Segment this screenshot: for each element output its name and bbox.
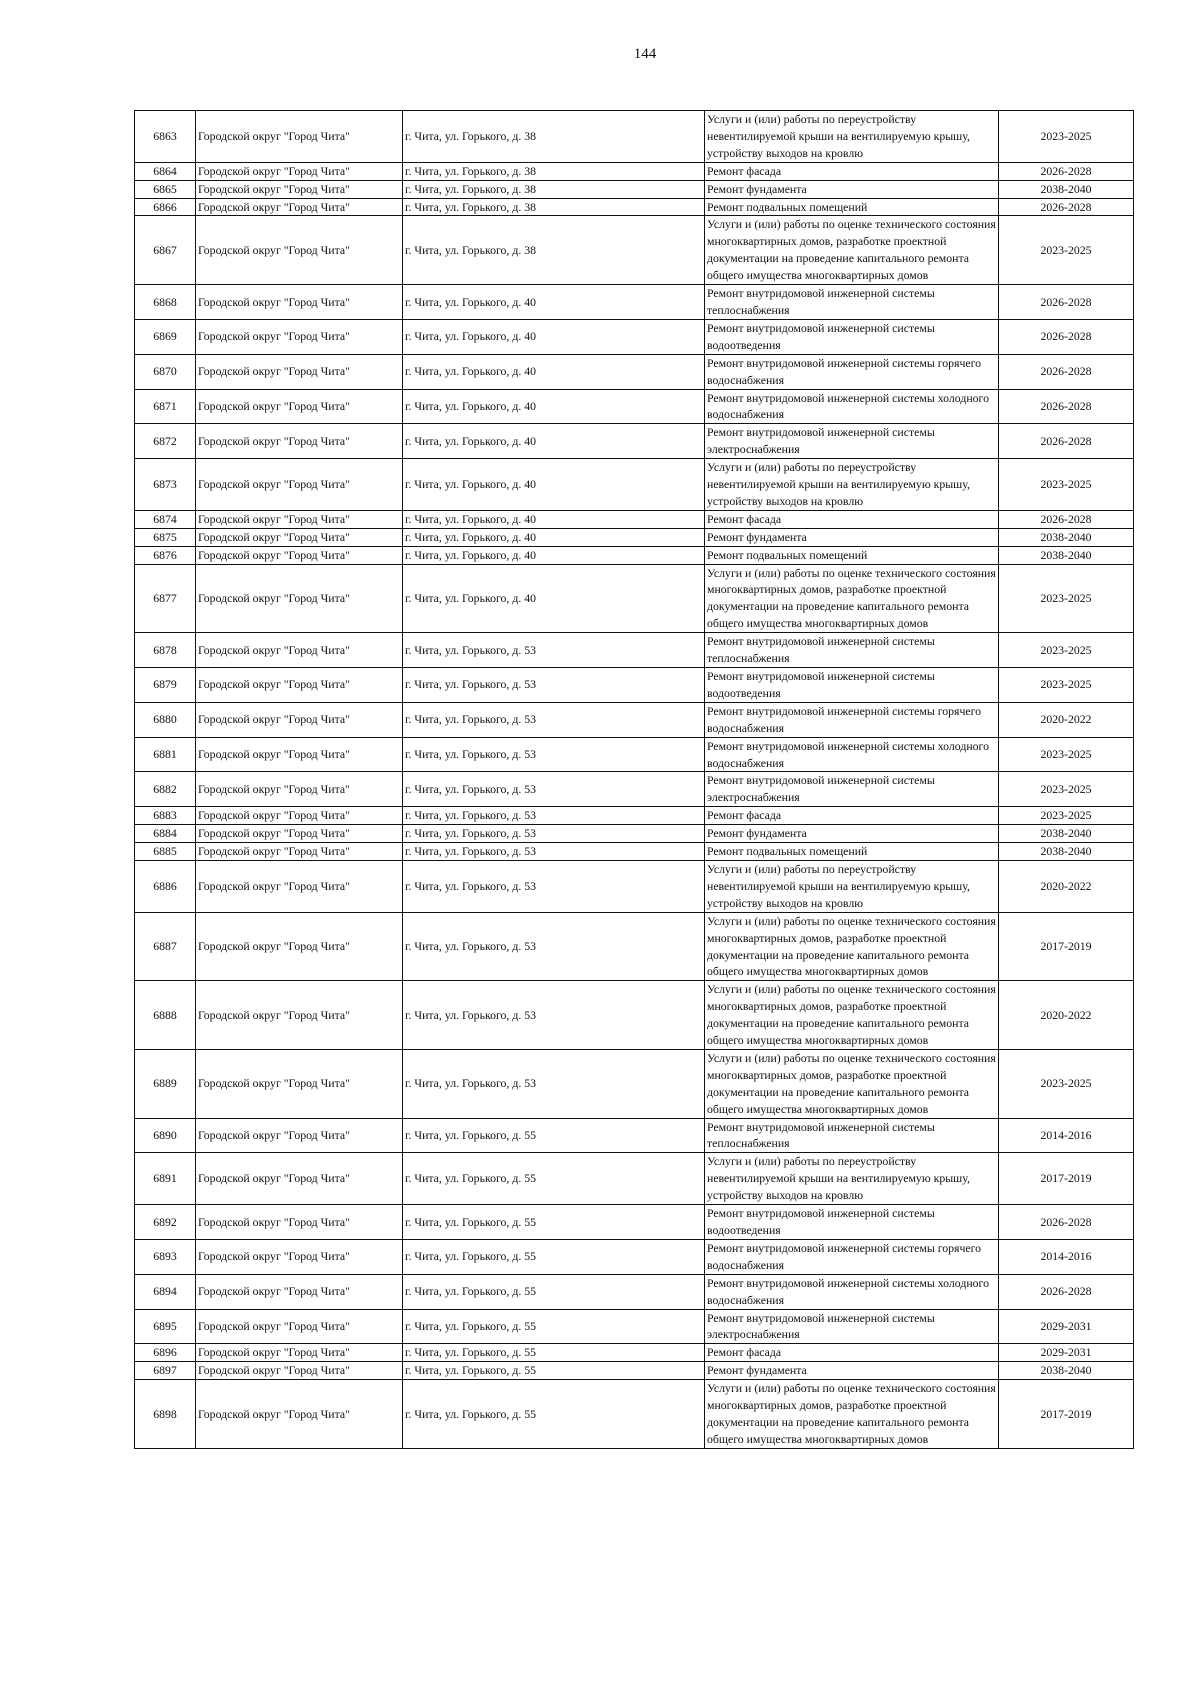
municipality-cell: Городской округ "Город Чита" <box>196 198 403 216</box>
row-number: 6873 <box>135 459 196 511</box>
table-row <box>135 1362 1134 1380</box>
work-type-cell: Ремонт подвальных помещений <box>705 546 999 564</box>
row-number: 6880 <box>135 702 196 737</box>
address-cell: г. Чита, ул. Горького, д. 40 <box>403 354 705 389</box>
row-number: 6898 <box>135 1380 196 1449</box>
address-cell: г. Чита, ул. Горького, д. 53 <box>403 702 705 737</box>
period-cell: 2026-2028 <box>999 354 1134 389</box>
period-cell: 2014-2016 <box>999 1239 1134 1274</box>
table-row <box>135 389 1134 424</box>
municipality-cell: Городской округ "Город Чита" <box>196 912 403 981</box>
address-cell: г. Чита, ул. Горького, д. 55 <box>403 1118 705 1153</box>
table-row <box>135 459 1134 511</box>
address-cell: г. Чита, ул. Горького, д. 53 <box>403 912 705 981</box>
table-row <box>135 807 1134 825</box>
municipality-cell: Городской округ "Город Чита" <box>196 1380 403 1449</box>
address-cell: г. Чита, ул. Горького, д. 53 <box>403 843 705 861</box>
table-row <box>135 319 1134 354</box>
work-type-cell: Ремонт внутридомовой инженерной системы электроснабжения <box>705 1309 999 1344</box>
period-cell: 2038-2040 <box>999 546 1134 564</box>
address-cell: г. Чита, ул. Горького, д. 38 <box>403 180 705 198</box>
address-cell: г. Чита, ул. Горького, д. 53 <box>403 860 705 912</box>
row-number: 6864 <box>135 162 196 180</box>
row-number: 6877 <box>135 564 196 633</box>
period-cell: 2026-2028 <box>999 510 1134 528</box>
address-cell: г. Чита, ул. Горького, д. 53 <box>403 1049 705 1118</box>
row-number: 6871 <box>135 389 196 424</box>
work-type-cell: Ремонт подвальных помещений <box>705 198 999 216</box>
work-type-cell: Ремонт внутридомовой инженерной системы горячего водоснабжения <box>705 1239 999 1274</box>
period-cell: 2020-2022 <box>999 702 1134 737</box>
work-type-cell: Ремонт фасада <box>705 1344 999 1362</box>
work-type-cell: Ремонт внутридомовой инженерной системы водоотведения <box>705 668 999 703</box>
work-type-cell: Услуги и (или) работы по переустройству невентилируемой крыши на вентилируемую крышу, устройству выходов на кровлю <box>705 860 999 912</box>
municipality-cell: Городской округ "Город Чита" <box>196 564 403 633</box>
municipality-cell: Городской округ "Город Чита" <box>196 772 403 807</box>
table-row <box>135 981 1134 1050</box>
address-cell: г. Чита, ул. Горького, д. 53 <box>403 668 705 703</box>
work-type-cell: Ремонт внутридомовой инженерной системы холодного водоснабжения <box>705 389 999 424</box>
period-cell: 2017-2019 <box>999 1153 1134 1205</box>
period-cell: 2026-2028 <box>999 319 1134 354</box>
municipality-cell: Городской округ "Город Чита" <box>196 546 403 564</box>
municipality-cell: Городской округ "Город Чита" <box>196 285 403 320</box>
municipality-cell: Городской округ "Город Чита" <box>196 981 403 1050</box>
row-number: 6872 <box>135 424 196 459</box>
municipality-cell: Городской округ "Город Чита" <box>196 459 403 511</box>
address-cell: г. Чита, ул. Горького, д. 38 <box>403 111 705 163</box>
period-cell: 2023-2025 <box>999 111 1134 163</box>
address-cell: г. Чита, ул. Горького, д. 40 <box>403 564 705 633</box>
work-type-cell: Ремонт фундамента <box>705 180 999 198</box>
address-cell: г. Чита, ул. Горького, д. 55 <box>403 1309 705 1344</box>
row-number: 6882 <box>135 772 196 807</box>
municipality-cell: Городской округ "Город Чита" <box>196 825 403 843</box>
address-cell: г. Чита, ул. Горького, д. 55 <box>403 1153 705 1205</box>
table-row <box>135 772 1134 807</box>
municipality-cell: Городской округ "Город Чита" <box>196 1344 403 1362</box>
period-cell: 2020-2022 <box>999 981 1134 1050</box>
address-cell: г. Чита, ул. Горького, д. 38 <box>403 216 705 285</box>
period-cell: 2038-2040 <box>999 528 1134 546</box>
period-cell: 2014-2016 <box>999 1118 1134 1153</box>
row-number: 6883 <box>135 807 196 825</box>
address-cell: г. Чита, ул. Горького, д. 55 <box>403 1274 705 1309</box>
work-type-cell: Услуги и (или) работы по оценке технического состояния многоквартирных домов, разработке проектной документации на проведение капитального ремонта общего имущества многоквартирных домов <box>705 564 999 633</box>
table-row <box>135 180 1134 198</box>
address-cell: г. Чита, ул. Горького, д. 40 <box>403 510 705 528</box>
work-type-cell: Ремонт фасада <box>705 510 999 528</box>
work-type-cell: Услуги и (или) работы по оценке технического состояния многоквартирных домов, разработке проектной документации на проведение капитального ремонта общего имущества многоквартирных домов <box>705 981 999 1050</box>
municipality-cell: Городской округ "Город Чита" <box>196 319 403 354</box>
table-row <box>135 860 1134 912</box>
work-type-cell: Ремонт внутридомовой инженерной системы электроснабжения <box>705 772 999 807</box>
municipality-cell: Городской округ "Город Чита" <box>196 1153 403 1205</box>
period-cell: 2026-2028 <box>999 162 1134 180</box>
table-row <box>135 564 1134 633</box>
row-number: 6895 <box>135 1309 196 1344</box>
municipality-cell: Городской округ "Город Чита" <box>196 354 403 389</box>
work-type-cell: Ремонт внутридомовой инженерной системы горячего водоснабжения <box>705 702 999 737</box>
municipality-cell: Городской округ "Город Чита" <box>196 1239 403 1274</box>
row-number: 6876 <box>135 546 196 564</box>
table-row <box>135 702 1134 737</box>
period-cell: 2029-2031 <box>999 1309 1134 1344</box>
municipality-cell: Городской округ "Город Чита" <box>196 1309 403 1344</box>
municipality-cell: Городской округ "Город Чита" <box>196 737 403 772</box>
table-row <box>135 216 1134 285</box>
period-cell: 2023-2025 <box>999 633 1134 668</box>
municipality-cell: Городской округ "Город Чита" <box>196 111 403 163</box>
address-cell: г. Чита, ул. Горького, д. 55 <box>403 1205 705 1240</box>
row-number: 6869 <box>135 319 196 354</box>
municipality-cell: Городской округ "Город Чита" <box>196 162 403 180</box>
period-cell: 2038-2040 <box>999 825 1134 843</box>
table-row <box>135 1274 1134 1309</box>
table-row <box>135 111 1134 163</box>
work-type-cell: Услуги и (или) работы по переустройству невентилируемой крыши на вентилируемую крышу, устройству выходов на кровлю <box>705 1153 999 1205</box>
row-number: 6886 <box>135 860 196 912</box>
address-cell: г. Чита, ул. Горького, д. 38 <box>403 198 705 216</box>
table-row <box>135 1380 1134 1449</box>
row-number: 6870 <box>135 354 196 389</box>
work-type-cell: Ремонт внутридомовой инженерной системы водоотведения <box>705 1205 999 1240</box>
address-cell: г. Чита, ул. Горького, д. 40 <box>403 459 705 511</box>
address-cell: г. Чита, ул. Горького, д. 40 <box>403 285 705 320</box>
work-type-cell: Ремонт фундамента <box>705 1362 999 1380</box>
table-row <box>135 1309 1134 1344</box>
municipality-cell: Городской округ "Город Чита" <box>196 807 403 825</box>
period-cell: 2023-2025 <box>999 668 1134 703</box>
municipality-cell: Городской округ "Город Чита" <box>196 860 403 912</box>
work-type-cell: Услуги и (или) работы по оценке технического состояния многоквартирных домов, разработке проектной документации на проведение капитального ремонта общего имущества многоквартирных домов <box>705 1380 999 1449</box>
period-cell: 2020-2022 <box>999 860 1134 912</box>
table-row <box>135 633 1134 668</box>
address-cell: г. Чита, ул. Горького, д. 55 <box>403 1362 705 1380</box>
address-cell: г. Чита, ул. Горького, д. 55 <box>403 1344 705 1362</box>
work-type-cell: Ремонт фундамента <box>705 825 999 843</box>
table-row <box>135 510 1134 528</box>
address-cell: г. Чита, ул. Горького, д. 53 <box>403 825 705 843</box>
period-cell: 2023-2025 <box>999 564 1134 633</box>
work-type-cell: Услуги и (или) работы по переустройству невентилируемой крыши на вентилируемую крышу, устройству выходов на кровлю <box>705 111 999 163</box>
address-cell: г. Чита, ул. Горького, д. 40 <box>403 528 705 546</box>
row-number: 6897 <box>135 1362 196 1380</box>
work-type-cell: Услуги и (или) работы по переустройству невентилируемой крыши на вентилируемую крышу, устройству выходов на кровлю <box>705 459 999 511</box>
table-row <box>135 668 1134 703</box>
row-number: 6865 <box>135 180 196 198</box>
table-row <box>135 1153 1134 1205</box>
page-number: 144 <box>633 46 657 62</box>
period-cell: 2026-2028 <box>999 1205 1134 1240</box>
table-row <box>135 1344 1134 1362</box>
municipality-cell: Городской округ "Город Чита" <box>196 389 403 424</box>
row-number: 6892 <box>135 1205 196 1240</box>
table-row <box>135 737 1134 772</box>
work-type-cell: Услуги и (или) работы по оценке технического состояния многоквартирных домов, разработке проектной документации на проведение капитального ремонта общего имущества многоквартирных домов <box>705 1049 999 1118</box>
period-cell: 2038-2040 <box>999 180 1134 198</box>
row-number: 6890 <box>135 1118 196 1153</box>
work-type-cell: Ремонт внутридомовой инженерной системы горячего водоснабжения <box>705 354 999 389</box>
address-cell: г. Чита, ул. Горького, д. 53 <box>403 633 705 668</box>
work-type-cell: Ремонт внутридомовой инженерной системы холодного водоснабжения <box>705 737 999 772</box>
row-number: 6867 <box>135 216 196 285</box>
period-cell: 2038-2040 <box>999 1362 1134 1380</box>
row-number: 6866 <box>135 198 196 216</box>
row-number: 6894 <box>135 1274 196 1309</box>
period-cell: 2026-2028 <box>999 389 1134 424</box>
work-type-cell: Услуги и (или) работы по оценке технического состояния многоквартирных домов, разработке проектной документации на проведение капитального ремонта общего имущества многоквартирных домов <box>705 912 999 981</box>
row-number: 6878 <box>135 633 196 668</box>
address-cell: г. Чита, ул. Горького, д. 38 <box>403 162 705 180</box>
work-type-cell: Ремонт фундамента <box>705 528 999 546</box>
row-number: 6863 <box>135 111 196 163</box>
municipality-cell: Городской округ "Город Чита" <box>196 1118 403 1153</box>
table-row <box>135 546 1134 564</box>
work-type-cell: Ремонт внутридомовой инженерной системы холодного водоснабжения <box>705 1274 999 1309</box>
municipality-cell: Городской округ "Город Чита" <box>196 1205 403 1240</box>
address-cell: г. Чита, ул. Горького, д. 53 <box>403 981 705 1050</box>
table-row <box>135 162 1134 180</box>
row-number: 6896 <box>135 1344 196 1362</box>
table-row <box>135 825 1134 843</box>
period-cell: 2026-2028 <box>999 198 1134 216</box>
municipality-cell: Городской округ "Город Чита" <box>196 528 403 546</box>
municipality-cell: Городской округ "Город Чита" <box>196 843 403 861</box>
period-cell: 2026-2028 <box>999 424 1134 459</box>
period-cell: 2023-2025 <box>999 1049 1134 1118</box>
municipality-cell: Городской округ "Город Чита" <box>196 702 403 737</box>
period-cell: 2023-2025 <box>999 737 1134 772</box>
address-cell: г. Чита, ул. Горького, д. 40 <box>403 424 705 459</box>
address-cell: г. Чита, ул. Горького, д. 55 <box>403 1239 705 1274</box>
row-number: 6885 <box>135 843 196 861</box>
table-row <box>135 1239 1134 1274</box>
address-cell: г. Чита, ул. Горького, д. 40 <box>403 319 705 354</box>
municipality-cell: Городской округ "Город Чита" <box>196 424 403 459</box>
repair-schedule-table <box>134 110 1134 1449</box>
municipality-cell: Городской округ "Город Чита" <box>196 180 403 198</box>
work-type-cell: Ремонт фасада <box>705 807 999 825</box>
period-cell: 2026-2028 <box>999 285 1134 320</box>
table-row <box>135 1118 1134 1153</box>
row-number: 6889 <box>135 1049 196 1118</box>
period-cell: 2023-2025 <box>999 459 1134 511</box>
table-row <box>135 912 1134 981</box>
work-type-cell: Услуги и (или) работы по оценке технического состояния многоквартирных домов, разработке проектной документации на проведение капитального ремонта общего имущества многоквартирных домов <box>705 216 999 285</box>
work-type-cell: Ремонт внутридомовой инженерной системы теплоснабжения <box>705 1118 999 1153</box>
table-row <box>135 198 1134 216</box>
municipality-cell: Городской округ "Город Чита" <box>196 510 403 528</box>
work-type-cell: Ремонт внутридомовой инженерной системы теплоснабжения <box>705 285 999 320</box>
municipality-cell: Городской округ "Город Чита" <box>196 633 403 668</box>
row-number: 6888 <box>135 981 196 1050</box>
work-type-cell: Ремонт внутридомовой инженерной системы водоотведения <box>705 319 999 354</box>
row-number: 6868 <box>135 285 196 320</box>
row-number: 6884 <box>135 825 196 843</box>
table-row <box>135 528 1134 546</box>
table-body <box>135 111 1134 1449</box>
municipality-cell: Городской округ "Город Чита" <box>196 1049 403 1118</box>
period-cell: 2038-2040 <box>999 843 1134 861</box>
municipality-cell: Городской округ "Город Чита" <box>196 668 403 703</box>
address-cell: г. Чита, ул. Горького, д. 53 <box>403 807 705 825</box>
address-cell: г. Чита, ул. Горького, д. 53 <box>403 772 705 807</box>
period-cell: 2023-2025 <box>999 772 1134 807</box>
work-type-cell: Ремонт внутридомовой инженерной системы теплоснабжения <box>705 633 999 668</box>
address-cell: г. Чита, ул. Горького, д. 40 <box>403 389 705 424</box>
row-number: 6875 <box>135 528 196 546</box>
work-type-cell: Ремонт подвальных помещений <box>705 843 999 861</box>
period-cell: 2023-2025 <box>999 216 1134 285</box>
work-type-cell: Ремонт фасада <box>705 162 999 180</box>
period-cell: 2029-2031 <box>999 1344 1134 1362</box>
row-number: 6874 <box>135 510 196 528</box>
municipality-cell: Городской округ "Город Чита" <box>196 1274 403 1309</box>
table-row <box>135 424 1134 459</box>
row-number: 6893 <box>135 1239 196 1274</box>
table-row <box>135 1049 1134 1118</box>
period-cell: 2017-2019 <box>999 912 1134 981</box>
row-number: 6887 <box>135 912 196 981</box>
period-cell: 2017-2019 <box>999 1380 1134 1449</box>
table-row <box>135 285 1134 320</box>
table-row <box>135 843 1134 861</box>
table-row <box>135 354 1134 389</box>
address-cell: г. Чита, ул. Горького, д. 55 <box>403 1380 705 1449</box>
municipality-cell: Городской округ "Город Чита" <box>196 1362 403 1380</box>
row-number: 6879 <box>135 668 196 703</box>
address-cell: г. Чита, ул. Горького, д. 40 <box>403 546 705 564</box>
row-number: 6891 <box>135 1153 196 1205</box>
period-cell: 2026-2028 <box>999 1274 1134 1309</box>
work-type-cell: Ремонт внутридомовой инженерной системы электроснабжения <box>705 424 999 459</box>
row-number: 6881 <box>135 737 196 772</box>
period-cell: 2023-2025 <box>999 807 1134 825</box>
address-cell: г. Чита, ул. Горького, д. 53 <box>403 737 705 772</box>
table-row <box>135 1205 1134 1240</box>
municipality-cell: Городской округ "Город Чита" <box>196 216 403 285</box>
